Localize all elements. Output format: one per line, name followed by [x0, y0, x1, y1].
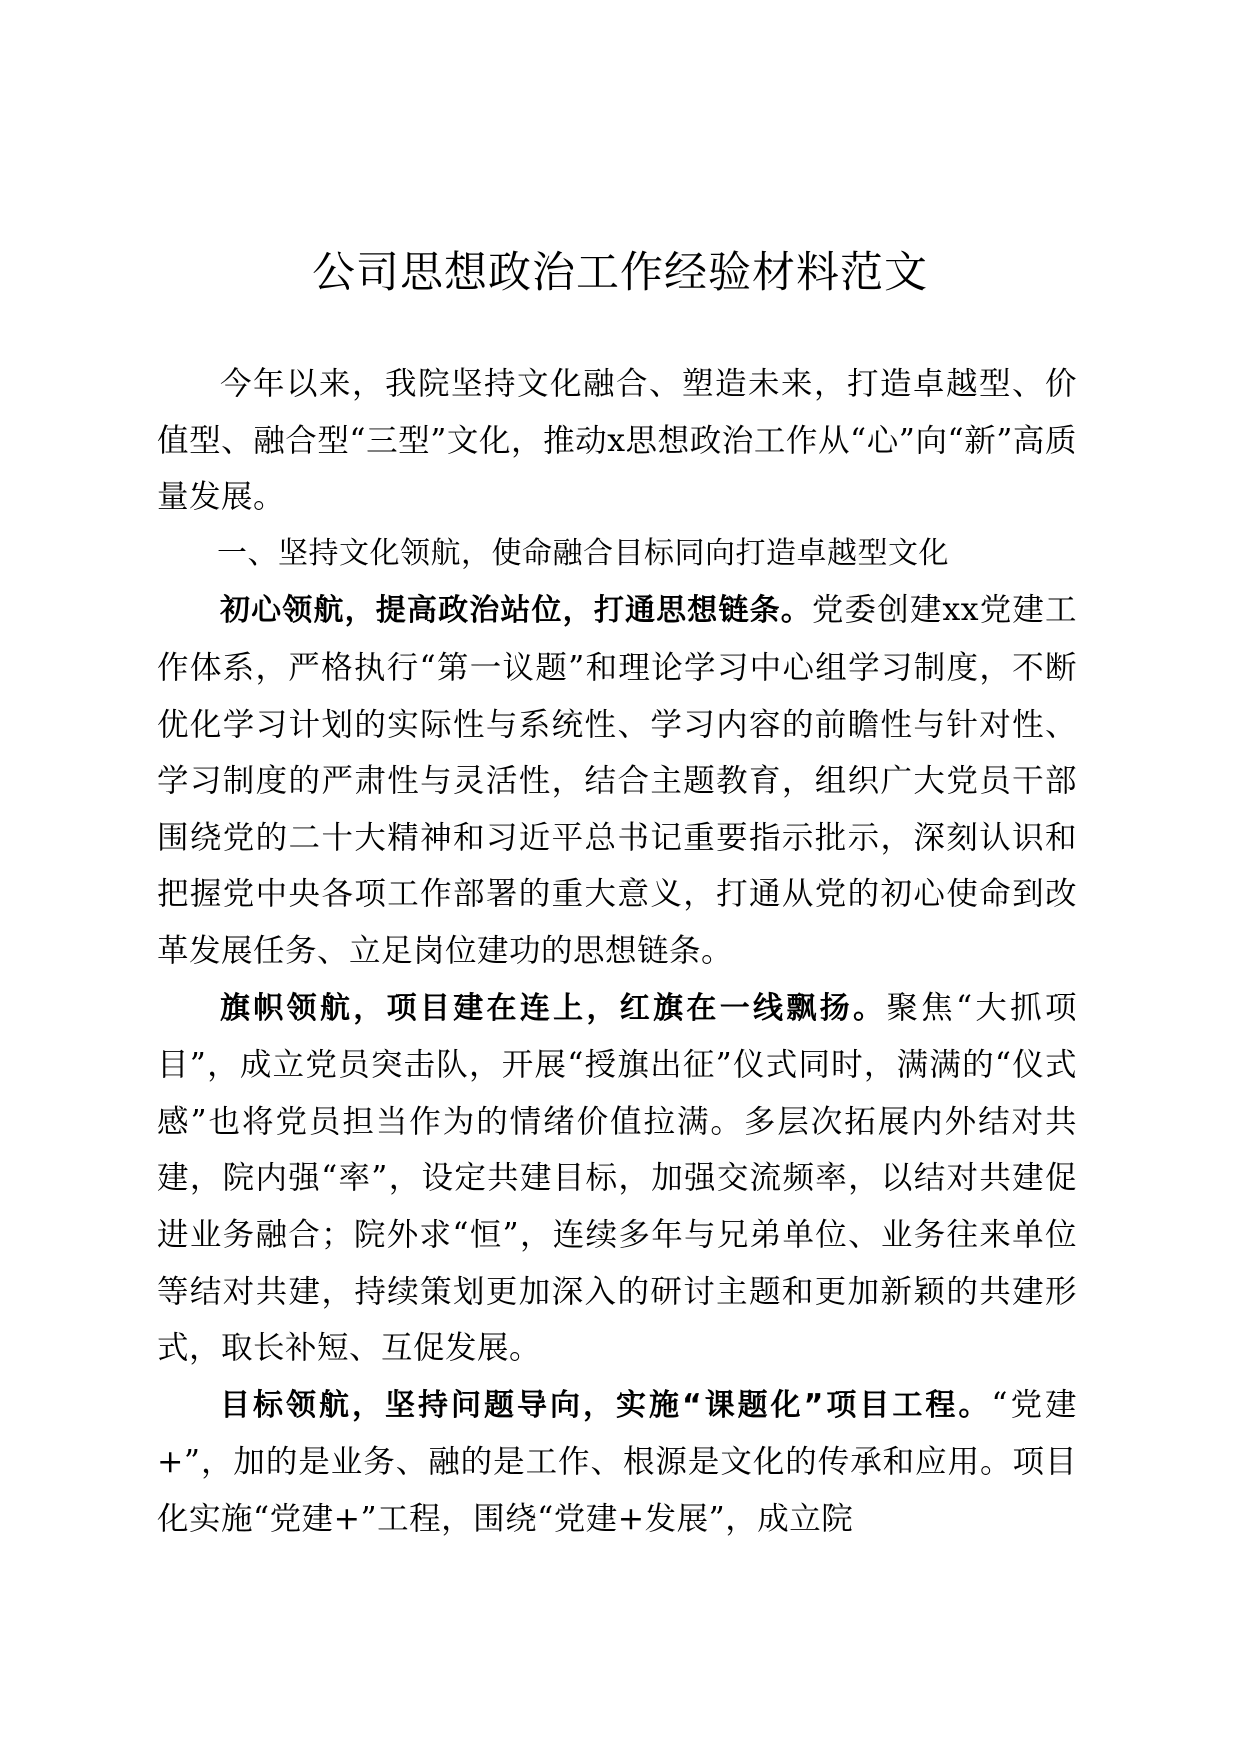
- intro-paragraph: 今年以来，我院坚持文化融合、塑造未来，打造卓越型、价值型、融合型“三型”文化，推动x思想政治工作从“心”向“新”高质量发展。: [157, 366, 1077, 516]
- paragraph-lead: 旗帜领航，项目建在连上，红旗在一线飘扬。: [220, 990, 887, 1026]
- paragraph-text: 党委创建xx党建工作体系，严格执行“第一议题”和理论学习中心组学习制度，不断优化学习计划的实际性与系统性、学习内容的前瞻性与针对性、学习制度的严肃性与灵活性，结合主题教育，组织广大党员干部围绕党的二十大精神和习近平总书记重要指示批示，深刻认识和把握党中央各项工作部署的重大意义，打通从党的初心使命到改革发展任务、立足岗位建功的思想链条。: [157, 592, 1078, 969]
- paragraph-lead: 初心领航，提高政治站位，打通思想链条。: [220, 593, 812, 629]
- document-title: 公司思想政治工作经验材料范文: [312, 248, 928, 298]
- body-paragraph: [157, 582, 1077, 979]
- section-heading: 一、坚持文化领航，使命融合目标同向打造卓越型文化: [217, 535, 949, 571]
- body-paragraph: [157, 1377, 1077, 1548]
- paragraph-lead: 目标领航，坚持问题导向，实施“课题化”项目工程。: [220, 1387, 992, 1423]
- body-paragraph: [157, 980, 1077, 1377]
- document-body: [157, 356, 1077, 1547]
- paragraph-text: 聚焦“大抓项目”，成立党员突击队，开展“授旗出征”仪式同时，满满的“仪式感”也将党员担当作为的情绪价值拉满。多层次拓展内外结对共建，院内强“率”，设定共建目标，加强交流频率，以结对共建促进业务融合；院外求“恒”，连续多年与兄弟单位、业务往来单位等结对共建，持续策划更加深入的研讨主题和更加新颖的共建形式，取长补短、互促发展。: [157, 989, 1077, 1367]
- paragraph-text: “党建+”，加的是业务、融的是工作、根源是文化的传承和应用。项目化实施“党建+”工程，围绕“党建+发展”，成立院: [157, 1386, 1077, 1537]
